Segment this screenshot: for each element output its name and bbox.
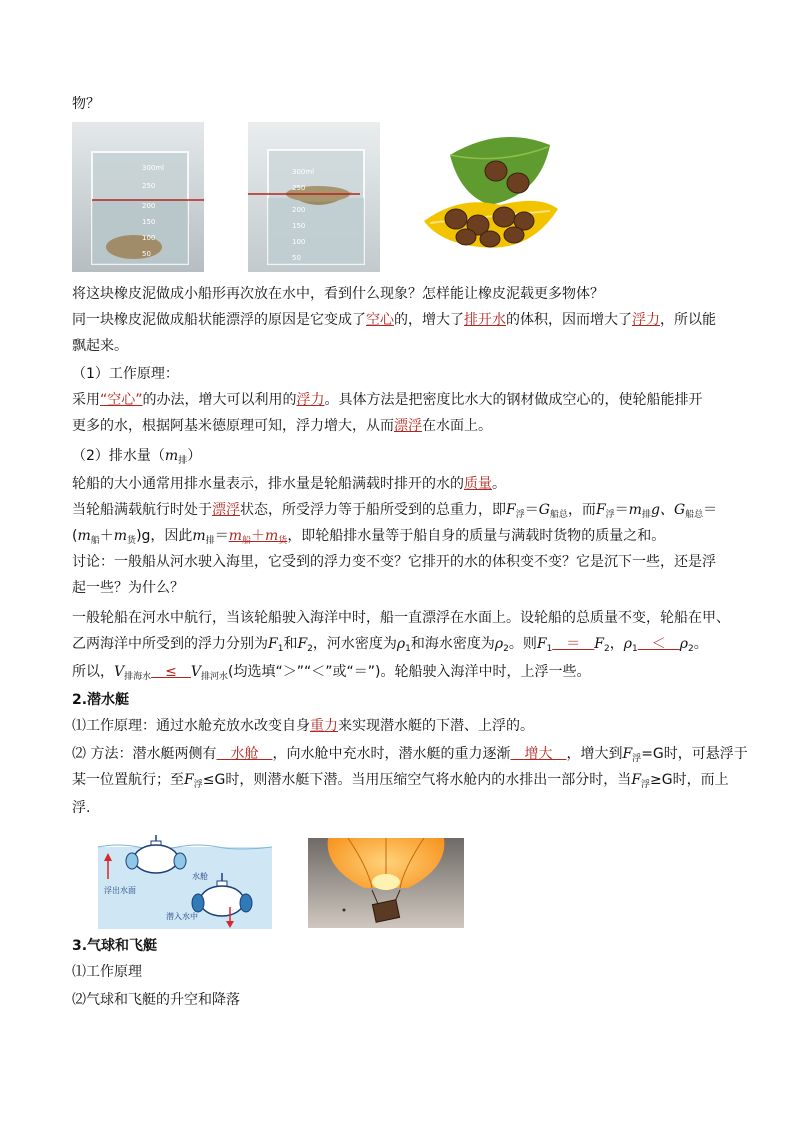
line-3: 同一块橡皮泥做成船状能漂浮的原因是它变成了空心的，增大了排开水的体积，因而增大了浮力，所以能	[72, 312, 716, 328]
line-19: 某一位置航行；至$F_浮\le G$时，则潜水艇下潜。当用压缩空气将水舱内的水排出一部分时，当$F_浮\ge G$时，而上	[72, 772, 729, 790]
beaker1-tick: 300ml	[142, 164, 165, 172]
answer-blank: ＿＝＿	[552, 636, 595, 652]
answer-blank: 漂浮	[212, 502, 240, 518]
line-13: 起一些？为什么？	[72, 580, 184, 596]
line-6: 采用“空心”的办法，增大可以利用的浮力。具体方法是把密度比水大的钢材做成空心的，使轮船能排开	[72, 392, 703, 408]
line-14: 一般轮船在河水中航行，当该轮船驶入海洋中时，船一直漂浮在水面上。设轮船的总质量不变，轮船在甲、	[72, 610, 730, 626]
sub-label-float: 浮出水面	[104, 886, 136, 895]
answer-blank: 浮力	[296, 392, 325, 408]
answer-blank: 漂浮	[394, 418, 422, 434]
line-16: 所以，$V_{排海水}\_\le\_V_{排河水}$(均选填“＞”“＜”或“＝”)。轮船驶入海洋中时，上浮一些。	[72, 664, 591, 682]
answer-blank: 空心	[366, 312, 394, 328]
submarine-diagram-figure	[98, 835, 272, 929]
line-9: 轮船的大小通常用排水量表示，排水量是轮船满载时排开的水的质量。	[72, 476, 506, 492]
beaker1-tick: 50	[142, 250, 151, 258]
sub-label-dive: 潜入水中	[166, 912, 198, 921]
beaker1-tick: 100	[142, 234, 156, 242]
answer-blank: ＿＜＿	[637, 636, 680, 652]
answer-blank: $m_船+m_货$	[228, 528, 288, 546]
answer-blank: 质量	[464, 476, 492, 492]
line-20: 浮.	[72, 800, 91, 816]
beaker2-tick: 150	[292, 222, 306, 230]
line-2: 将这块橡皮泥做成小船形再次放在水中，看到什么现象？怎样能让橡皮泥载更多物体？	[72, 286, 604, 302]
line-10: 当轮船满载航行时处于漂浮状态，所受浮力等于船所受到的总重力，即$F_浮=G_{船总}$，而$F_浮=m_排g$、$G_{船总}=$	[72, 502, 718, 520]
line-21: ⑴工作原理	[72, 964, 142, 980]
beaker-floating-boat-figure	[248, 122, 380, 272]
line-18: ⑵ 方法：潜水艇两侧有＿水舱＿，向水舱中充水时，潜水艇的重力逐渐＿增大＿，增大到$F_浮=G$时，可悬浮于	[72, 746, 748, 764]
beaker1-tick: 200	[142, 202, 156, 210]
line-12: 讨论：一般船从河水驶入海里，它受到的浮力变不变？它排开的水的体积变不变？它是沉下一些，还是浮	[72, 554, 716, 570]
beaker-sinking-clay-figure	[72, 122, 204, 272]
line-1: 物？	[72, 96, 100, 112]
line-11: $(m_船+m_货)g$，因此$m_排=m_船+m_货$，即轮船排水量等于船自身的质量与满载时货物的质量之和。	[72, 528, 666, 546]
section-heading-balloon: 3.气球和飞艇	[72, 938, 158, 954]
answer-blank: ＿增大＿	[510, 746, 567, 762]
answer-blank: “空心”	[100, 392, 143, 408]
line-17: ⑴工作原理：通过水舱充放水改变自身重力来实现潜水艇的下潜、上浮的。	[72, 718, 534, 734]
beaker2-tick: 250	[292, 184, 306, 192]
beaker2-tick: 50	[292, 254, 301, 262]
leaf-with-chestnuts-figure	[420, 125, 560, 265]
line-22: ⑵气球和飞艇的升空和降落	[72, 992, 240, 1008]
beaker2-tick: 100	[292, 238, 306, 246]
beaker1-tick: 250	[142, 182, 156, 190]
answer-blank: 重力	[310, 718, 338, 734]
beaker2-tick: 300ml	[292, 168, 315, 176]
line-5: （1）工作原理：	[72, 366, 179, 382]
line-4: 飘起来。	[72, 338, 128, 354]
sub-label-tank: 水舱	[192, 872, 208, 881]
answer-blank: 浮力	[632, 312, 660, 328]
beaker2-tick: 200	[292, 206, 306, 214]
answer-blank: ＿水舱＿	[216, 746, 273, 762]
section-heading-submarine: 2.潜水艇	[72, 692, 130, 708]
line-15: 乙两海洋中所受到的浮力分别为$F_1$和$F_2$，河水密度为$\rho_1$和海水密度为$\rho_2$。则$F_1\_=\_F_2$，$\rho_1\_<\_\rho_2$。	[72, 636, 708, 654]
hot-air-balloon-figure	[308, 838, 464, 928]
answer-blank: ＿≤＿	[151, 664, 191, 680]
line-8: （2）排水量$(m_排)$	[72, 448, 202, 466]
answer-blank: 排开水	[464, 312, 506, 328]
line-7: 更多的水，根据阿基米德原理可知，浮力增大，从而漂浮在水面上。	[72, 418, 492, 434]
beaker1-tick: 150	[142, 218, 156, 226]
